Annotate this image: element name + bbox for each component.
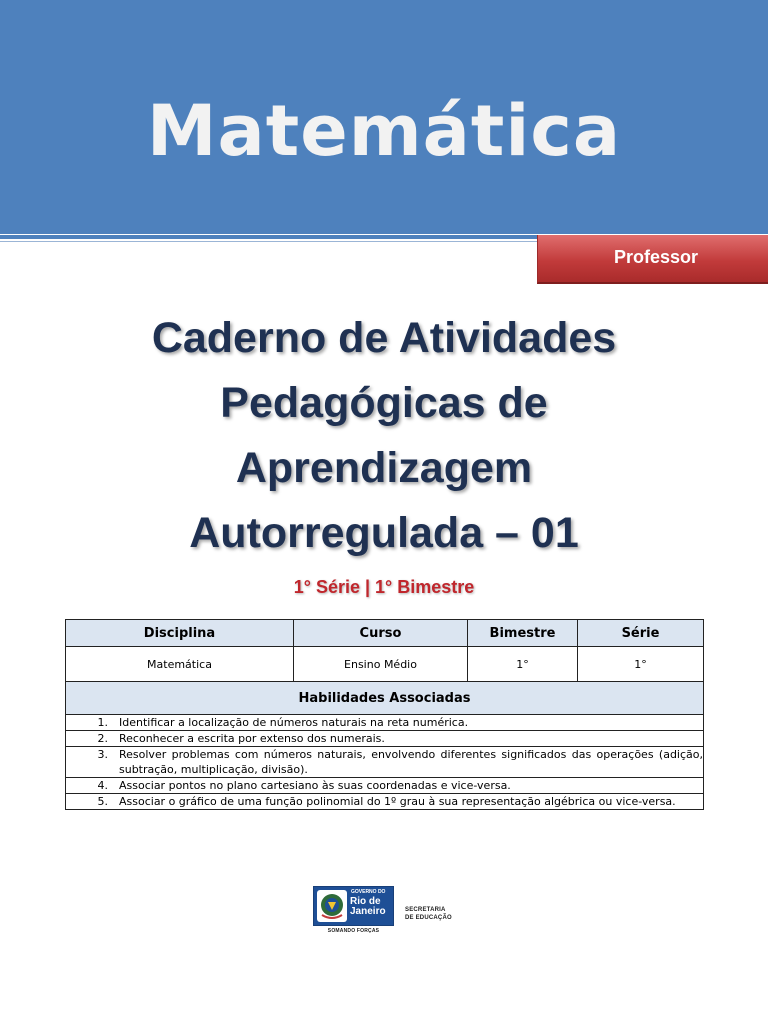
state-seal-icon <box>317 890 347 922</box>
header-bimestre: Bimestre <box>468 620 578 647</box>
skill-number: 4. <box>97 779 108 792</box>
skill-row <box>66 778 704 794</box>
title-line: Autorregulada – 01 <box>189 509 579 557</box>
logo-tagline: SOMANDO FORÇAS <box>327 928 380 934</box>
document-title <box>0 306 768 566</box>
secretaria-label <box>405 906 452 922</box>
skill-row <box>66 731 704 747</box>
secretaria-line: DE EDUCAÇÃO <box>405 915 452 921</box>
title-line: Aprendizagem <box>235 444 533 492</box>
title-line: Caderno de Atividades <box>151 314 617 362</box>
skill-row <box>66 715 704 731</box>
skill-number: 5. <box>97 795 108 808</box>
secretaria-line: SECRETARIA <box>405 907 446 913</box>
value-disciplina: Matemática <box>66 647 294 682</box>
value-bimestre: 1° <box>468 647 578 682</box>
skill-text: Identificar a localização de números naturais na reta numérica. <box>119 716 469 729</box>
subject-title: Matemática <box>146 90 622 172</box>
title-line: Pedagógicas de <box>220 379 548 427</box>
value-curso: Ensino Médio <box>294 647 468 682</box>
skill-text: Associar pontos no plano cartesiano às suas coordenadas e vice-versa. <box>119 779 511 792</box>
skill-text: Associar o gráfico de uma função polinomial do 1º grau à sua representação algébrica ou vice-versa. <box>119 795 676 808</box>
skill-number: 2. <box>97 732 108 745</box>
skill-number: 1. <box>97 716 108 729</box>
skill-text: Reconhecer a escrita por extenso dos numerais. <box>119 732 385 745</box>
header-serie: Série <box>578 620 704 647</box>
skill-row <box>66 794 704 810</box>
header-banner <box>0 0 768 234</box>
header-curso: Curso <box>294 620 468 647</box>
course-info-table <box>65 619 704 810</box>
government-logo <box>313 886 394 926</box>
series-bimester-subtitle: 1° Série | 1° Bimestre <box>293 577 475 597</box>
skills-header-row <box>66 682 704 715</box>
table-values-row <box>66 647 704 682</box>
logo-small-text: GOVERNO DO <box>351 889 386 895</box>
skill-text: Resolver problemas com números naturais, envolvendo diferentes significados das operações (adição, subtração, multiplicação, divisão). <box>119 748 703 776</box>
professor-badge <box>537 235 768 284</box>
professor-badge-label: Professor <box>613 247 699 267</box>
skill-row <box>66 747 704 778</box>
header-disciplina: Disciplina <box>66 620 294 647</box>
value-serie: 1° <box>578 647 704 682</box>
skills-header: Habilidades Associadas <box>66 682 704 715</box>
table-header-row <box>66 620 704 647</box>
logo-main-text: Rio de Janeiro <box>350 896 386 917</box>
skill-number: 3. <box>97 748 108 761</box>
